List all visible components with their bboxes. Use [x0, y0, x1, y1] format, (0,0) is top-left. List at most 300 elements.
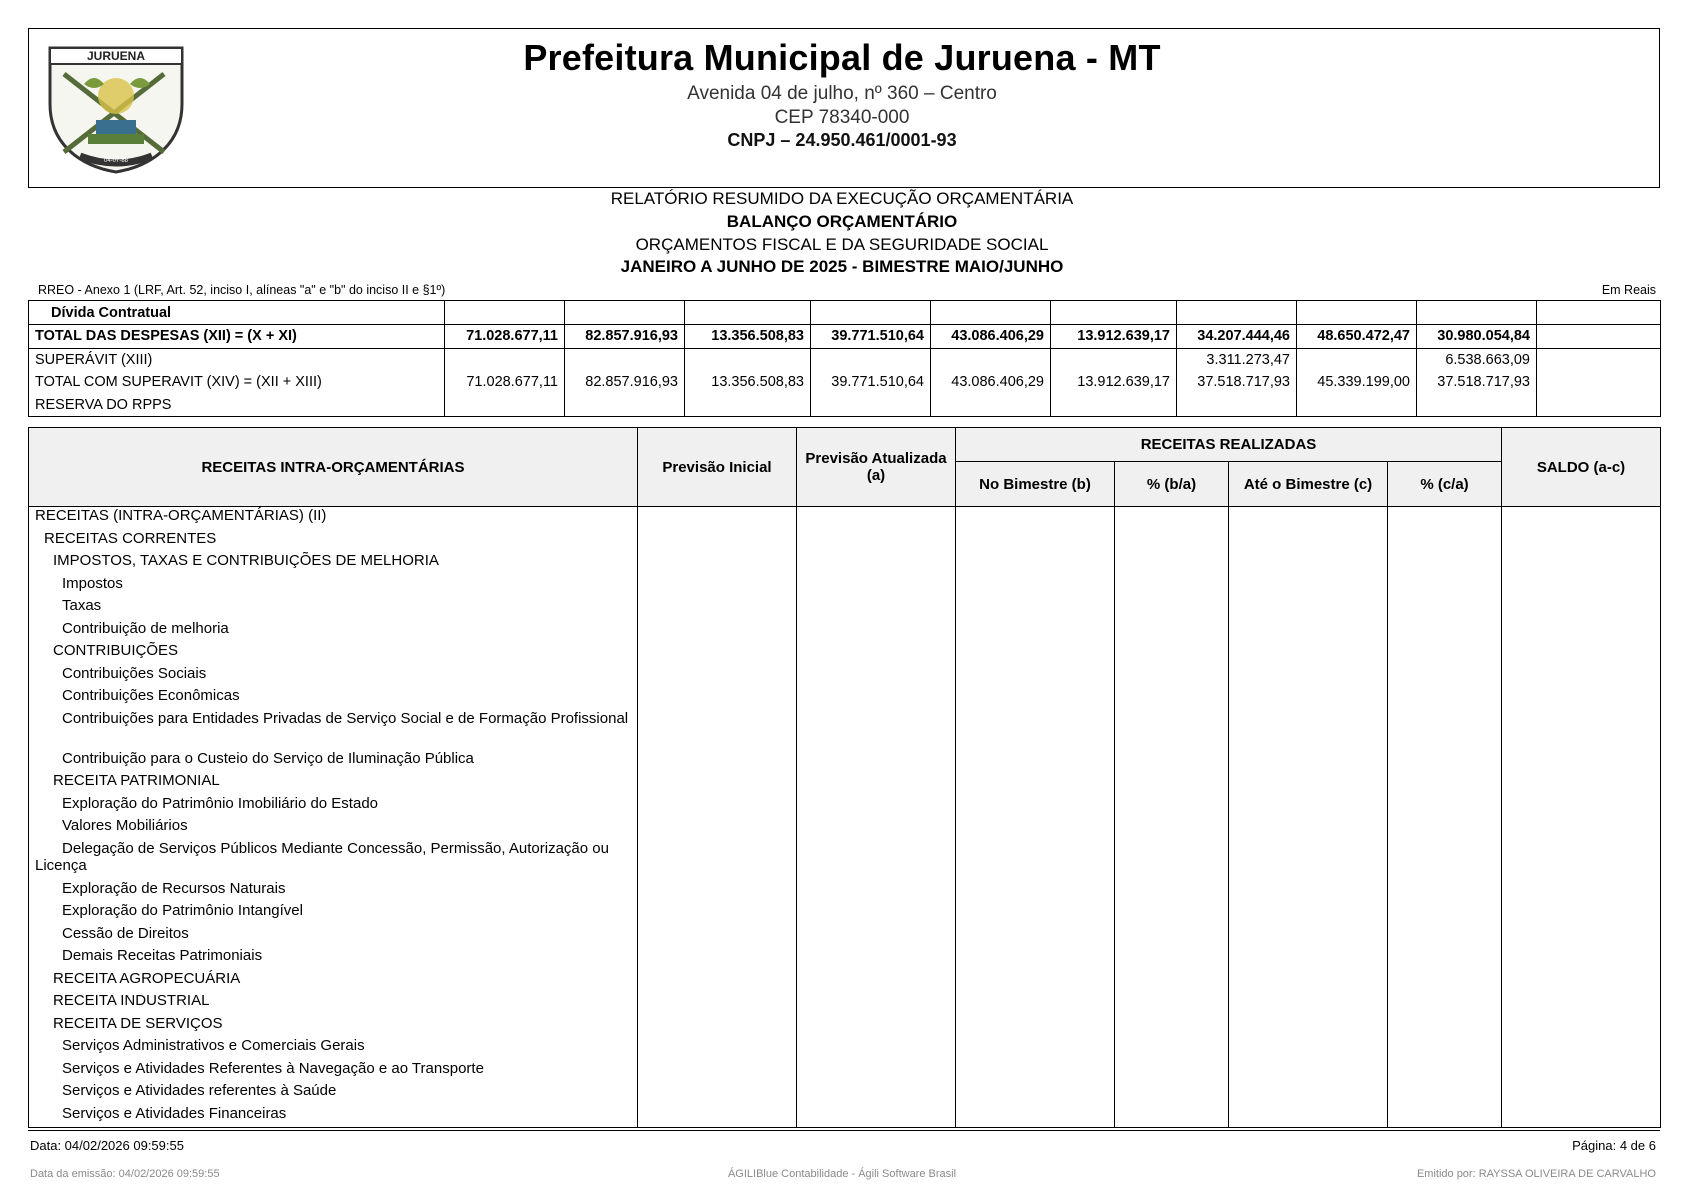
value-cell [1229, 687, 1388, 710]
table-cell [811, 301, 931, 325]
value-cell: 13.356.508,83 [685, 325, 811, 349]
value-cell [1229, 817, 1388, 840]
table-cell [685, 301, 811, 325]
revenue-label: Exploração do Patrimônio Intangível [29, 902, 638, 925]
table-cell [1537, 301, 1661, 325]
value-cell [1388, 1105, 1502, 1128]
value-cell [1388, 1037, 1502, 1060]
value-cell [797, 642, 956, 665]
revenue-label: Contribuição de melhoria [29, 620, 638, 643]
row-label: TOTAL DAS DESPESAS (XII) = (X + XI) [29, 325, 445, 349]
table-cell [565, 301, 685, 325]
value-cell [797, 575, 956, 598]
total-despesas-row [29, 325, 1661, 349]
value-cell [1115, 507, 1229, 530]
value-cell [1115, 795, 1229, 818]
value-cell [1115, 925, 1229, 948]
value-cell [1229, 750, 1388, 773]
value-cell [638, 902, 797, 925]
value-cell [1502, 970, 1661, 993]
value-cell [638, 795, 797, 818]
value-cell [797, 795, 956, 818]
row-label: RESERVA DO RPPS [29, 394, 445, 417]
value-cell [1115, 530, 1229, 553]
value-cell [1502, 1015, 1661, 1038]
value-cell [638, 710, 797, 750]
value-cell: 3.311.273,47 [1177, 348, 1297, 371]
value-cell [1502, 687, 1661, 710]
value-cell [1297, 348, 1417, 371]
value-cell [797, 947, 956, 970]
value-cell [1502, 1037, 1661, 1060]
value-cell [638, 530, 797, 553]
value-cell [1115, 597, 1229, 620]
value-cell [1388, 947, 1502, 970]
currency-unit: Em Reais [1601, 283, 1656, 297]
value-cell [638, 817, 797, 840]
value-cell [797, 687, 956, 710]
value-cell [638, 925, 797, 948]
value-cell [1502, 665, 1661, 688]
value-cell [445, 394, 565, 417]
col-header-pct-ca: % (c/a) [1388, 462, 1502, 507]
value-cell [797, 665, 956, 688]
value-cell [1537, 394, 1661, 417]
table-row [29, 597, 1661, 620]
value-cell [956, 575, 1115, 598]
revenue-label: Cessão de Direitos [29, 925, 638, 948]
value-cell [1502, 507, 1661, 530]
revenue-label: IMPOSTOS, TAXAS E CONTRIBUIÇÕES DE MELHORIA [29, 552, 638, 575]
value-cell [1229, 1015, 1388, 1038]
table-row [29, 970, 1661, 993]
value-cell [1537, 348, 1661, 371]
value-cell [797, 817, 956, 840]
value-cell [797, 1037, 956, 1060]
revenue-label: RECEITA AGROPECUÁRIA [29, 970, 638, 993]
value-cell [1229, 947, 1388, 970]
value-cell [956, 772, 1115, 795]
header-row-1 [29, 428, 1661, 462]
value-cell [1115, 552, 1229, 575]
revenue-label: CONTRIBUIÇÕES [29, 642, 638, 665]
value-cell [1388, 750, 1502, 773]
value-cell [1388, 552, 1502, 575]
col-header-ate-bimestre: Até o Bimestre (c) [1229, 462, 1388, 507]
value-cell [956, 750, 1115, 773]
value-cell [638, 1037, 797, 1060]
emitted-by: Emitido por: RAYSSA OLIVEIRA DE CARVALHO [1416, 1168, 1656, 1180]
value-cell [1229, 597, 1388, 620]
value-cell [797, 772, 956, 795]
value-cell [685, 394, 811, 417]
value-cell: 71.028.677,11 [445, 325, 565, 349]
revenue-label: Serviços e Atividades referentes à Saúde [29, 1082, 638, 1105]
value-cell [797, 880, 956, 903]
value-cell [797, 992, 956, 1015]
value-cell [445, 348, 565, 371]
municipality-cnpj: CNPJ – 24.950.461/0001-93 [727, 130, 957, 150]
table-cell [1051, 301, 1177, 325]
value-cell [1388, 530, 1502, 553]
value-cell [1115, 642, 1229, 665]
value-cell [956, 817, 1115, 840]
footer-divider [28, 1130, 1660, 1131]
table-cell [1297, 301, 1417, 325]
value-cell [1388, 575, 1502, 598]
value-cell: 30.980.054,84 [1417, 325, 1537, 349]
value-cell [1115, 1060, 1229, 1083]
value-cell [1388, 620, 1502, 643]
total-com-superavit-row [29, 371, 1661, 394]
value-cell [1502, 552, 1661, 575]
value-cell [956, 902, 1115, 925]
value-cell [1502, 902, 1661, 925]
value-cell [956, 1060, 1115, 1083]
value-cell [1388, 970, 1502, 993]
report-subtitle: BALANÇO ORÇAMENTÁRIO [726, 212, 958, 231]
value-cell [638, 1060, 797, 1083]
value-cell [1229, 507, 1388, 530]
table-row [29, 817, 1661, 840]
value-cell [1388, 992, 1502, 1015]
revenue-label: Contribuição para o Custeio do Serviço de Iluminação Pública [29, 750, 638, 773]
expenses-summary-table [28, 300, 1661, 417]
revenue-label: RECEITA PATRIMONIAL [29, 772, 638, 795]
value-cell [956, 1105, 1115, 1128]
value-cell [1388, 687, 1502, 710]
value-cell [797, 530, 956, 553]
value-cell [1115, 620, 1229, 643]
table-row [29, 642, 1661, 665]
revenue-label: RECEITAS (INTRA-ORÇAMENTÁRIAS) (II) [29, 507, 638, 530]
value-cell [811, 348, 931, 371]
value-cell [1502, 620, 1661, 643]
emission-date: Data da emissão: 04/02/2026 09:59:55 [30, 1168, 220, 1180]
value-cell [1229, 575, 1388, 598]
value-cell [956, 597, 1115, 620]
revenue-label: Serviços e Atividades Financeiras [29, 1105, 638, 1128]
table-row [29, 710, 1661, 750]
table-cell [445, 301, 565, 325]
table-row [29, 552, 1661, 575]
value-cell [1115, 970, 1229, 993]
col-header-previsao-inicial: Previsão Inicial [638, 428, 797, 507]
value-cell [797, 840, 956, 880]
value-cell [1537, 371, 1661, 394]
value-cell [1115, 1015, 1229, 1038]
value-cell [1388, 772, 1502, 795]
value-cell [1115, 710, 1229, 750]
value-cell [1115, 817, 1229, 840]
value-cell [797, 750, 956, 773]
value-cell [638, 665, 797, 688]
value-cell [956, 552, 1115, 575]
revenue-label: Taxas [29, 597, 638, 620]
value-cell [1115, 1105, 1229, 1128]
value-cell: 13.356.508,83 [685, 371, 811, 394]
value-cell [1388, 597, 1502, 620]
value-cell [1229, 710, 1388, 750]
value-cell [1502, 925, 1661, 948]
value-cell [1115, 575, 1229, 598]
value-cell [1115, 687, 1229, 710]
col-header-receitas: RECEITAS INTRA-ORÇAMENTÁRIAS [29, 428, 638, 507]
value-cell [1051, 348, 1177, 371]
value-cell: 13.912.639,17 [1051, 371, 1177, 394]
value-cell [638, 575, 797, 598]
value-cell [956, 1015, 1115, 1038]
value-cell [1229, 552, 1388, 575]
value-cell [1051, 394, 1177, 417]
value-cell [638, 687, 797, 710]
value-cell [638, 880, 797, 903]
intra-budget-revenues-table [28, 427, 1661, 1128]
value-cell [797, 597, 956, 620]
value-cell [1502, 1082, 1661, 1105]
value-cell [638, 1082, 797, 1105]
value-cell [1388, 1060, 1502, 1083]
revenue-label: Serviços e Atividades Referentes à Navegação e ao Transporte [29, 1060, 638, 1083]
row-label: TOTAL COM SUPERAVIT (XIV) = (XII + XIII) [29, 371, 445, 394]
table-row [29, 925, 1661, 948]
divida-contratual-row [29, 301, 1661, 325]
value-cell [1229, 1060, 1388, 1083]
value-cell [1229, 1105, 1388, 1128]
value-cell [1115, 750, 1229, 773]
value-cell [1229, 530, 1388, 553]
svg-text:04-07-88: 04-07-88 [103, 158, 129, 164]
value-cell: 82.857.916,93 [565, 325, 685, 349]
table-row [29, 902, 1661, 925]
value-cell [1229, 925, 1388, 948]
page-number: Página: 4 de 6 [1572, 1138, 1656, 1153]
revenue-label: Contribuições Sociais [29, 665, 638, 688]
value-cell [956, 665, 1115, 688]
value-cell: 43.086.406,29 [931, 371, 1051, 394]
report-title: RELATÓRIO RESUMIDO DA EXECUÇÃO ORÇAMENTÁRIA [610, 189, 1074, 208]
value-cell [1229, 970, 1388, 993]
value-cell [1115, 772, 1229, 795]
table-row [29, 1082, 1661, 1105]
col-header-previsao-atualizada: Previsão Atualizada (a) [797, 428, 956, 507]
revenue-label: Impostos [29, 575, 638, 598]
value-cell: 71.028.677,11 [445, 371, 565, 394]
value-cell [1229, 642, 1388, 665]
value-cell [1388, 665, 1502, 688]
table-row [29, 530, 1661, 553]
value-cell [1502, 947, 1661, 970]
value-cell [931, 394, 1051, 417]
value-cell [638, 992, 797, 1015]
value-cell: 34.207.444,46 [1177, 325, 1297, 349]
value-cell [638, 750, 797, 773]
table-row [29, 795, 1661, 818]
revenue-label: RECEITAS CORRENTES [29, 530, 638, 553]
municipality-cep: CEP 78340-000 [774, 107, 910, 128]
value-cell [1388, 795, 1502, 818]
table-row [29, 1037, 1661, 1060]
value-cell: 82.857.916,93 [565, 371, 685, 394]
value-cell [1388, 710, 1502, 750]
value-cell [1388, 1082, 1502, 1105]
value-cell [797, 552, 956, 575]
value-cell [956, 795, 1115, 818]
value-cell [956, 947, 1115, 970]
table-row [29, 665, 1661, 688]
software-name: ÁGILIBlue Contabilidade - Ágili Software Brasil [727, 1168, 957, 1180]
table-row [29, 947, 1661, 970]
revenue-label: RECEITA INDUSTRIAL [29, 992, 638, 1015]
value-cell [956, 880, 1115, 903]
value-cell [1388, 507, 1502, 530]
table-row [29, 992, 1661, 1015]
value-cell [797, 902, 956, 925]
table-row [29, 1060, 1661, 1083]
col-header-pct-ba: % (b/a) [1115, 462, 1229, 507]
revenue-label: Serviços Administrativos e Comerciais Gerais [29, 1037, 638, 1060]
value-cell [1115, 840, 1229, 880]
value-cell [1417, 394, 1537, 417]
value-cell: 13.912.639,17 [1051, 325, 1177, 349]
value-cell [1115, 1037, 1229, 1060]
value-cell [1177, 394, 1297, 417]
value-cell [797, 1060, 956, 1083]
value-cell [1502, 710, 1661, 750]
value-cell [1502, 992, 1661, 1015]
value-cell [797, 710, 956, 750]
value-cell [1502, 1060, 1661, 1083]
value-cell [956, 620, 1115, 643]
table-row [29, 750, 1661, 773]
revenue-label: Valores Mobiliários [29, 817, 638, 840]
value-cell [797, 1015, 956, 1038]
table-cell [1177, 301, 1297, 325]
value-cell [956, 840, 1115, 880]
value-cell [1388, 840, 1502, 880]
value-cell [956, 970, 1115, 993]
value-cell [1229, 665, 1388, 688]
col-header-receitas-realizadas: RECEITAS REALIZADAS [956, 428, 1502, 462]
value-cell [638, 970, 797, 993]
value-cell [1388, 902, 1502, 925]
table-row [29, 575, 1661, 598]
value-cell [1229, 795, 1388, 818]
value-cell [1115, 665, 1229, 688]
revenue-rows [29, 507, 1661, 1128]
value-cell [1502, 817, 1661, 840]
value-cell [638, 1105, 797, 1128]
value-cell [956, 642, 1115, 665]
value-cell [1502, 1105, 1661, 1128]
value-cell [956, 1037, 1115, 1060]
value-cell [1229, 880, 1388, 903]
value-cell [685, 348, 811, 371]
revenue-label: Contribuições Econômicas [29, 687, 638, 710]
value-cell [1229, 620, 1388, 643]
value-cell: 39.771.510,64 [811, 371, 931, 394]
value-cell [565, 394, 685, 417]
value-cell [1229, 902, 1388, 925]
table-cell [931, 301, 1051, 325]
col-header-no-bimestre: No Bimestre (b) [956, 462, 1115, 507]
value-cell [797, 970, 956, 993]
value-cell [956, 710, 1115, 750]
value-cell [1229, 992, 1388, 1015]
row-label: SUPERÁVIT (XIII) [29, 348, 445, 371]
value-cell [1229, 1037, 1388, 1060]
value-cell: 39.771.510,64 [811, 325, 931, 349]
report-period: JANEIRO A JUNHO DE 2025 - BIMESTRE MAIO/JUNHO [620, 257, 1064, 276]
superavit-row [29, 348, 1661, 371]
value-cell [1388, 817, 1502, 840]
value-cell [956, 992, 1115, 1015]
col-header-saldo: SALDO (a-c) [1502, 428, 1661, 507]
value-cell [797, 1082, 956, 1105]
value-cell [797, 507, 956, 530]
value-cell [1388, 880, 1502, 903]
value-cell [1229, 772, 1388, 795]
table-row [29, 840, 1661, 880]
value-cell [638, 947, 797, 970]
value-cell [565, 348, 685, 371]
value-cell [931, 348, 1051, 371]
revenue-label: Demais Receitas Patrimoniais [29, 947, 638, 970]
value-cell [1502, 880, 1661, 903]
value-cell [1502, 575, 1661, 598]
value-cell [638, 1015, 797, 1038]
value-cell [1502, 795, 1661, 818]
value-cell: 37.518.717,93 [1417, 371, 1537, 394]
value-cell [1229, 840, 1388, 880]
table-row [29, 880, 1661, 903]
value-cell: 48.650.472,47 [1297, 325, 1417, 349]
value-cell [638, 642, 797, 665]
municipality-title: Prefeitura Municipal de Juruena - MT [523, 37, 1161, 78]
value-cell: 43.086.406,29 [931, 325, 1051, 349]
value-cell [956, 530, 1115, 553]
value-cell: 6.538.663,09 [1417, 348, 1537, 371]
value-cell [1502, 597, 1661, 620]
table-row [29, 507, 1661, 530]
value-cell [956, 687, 1115, 710]
value-cell [1115, 947, 1229, 970]
municipality-address: Avenida 04 de julho, nº 360 – Centro [687, 83, 997, 104]
value-cell [1502, 530, 1661, 553]
table-row [29, 687, 1661, 710]
value-cell [797, 1105, 956, 1128]
value-cell [1115, 880, 1229, 903]
value-cell [638, 772, 797, 795]
value-cell [1115, 992, 1229, 1015]
divida-contratual-label: Dívida Contratual [29, 301, 445, 325]
value-cell [956, 1082, 1115, 1105]
value-cell [1388, 642, 1502, 665]
value-cell [1115, 902, 1229, 925]
revenue-label: Delegação de Serviços Públicos Mediante Concessão, Permissão, Autorização ou Licença [29, 840, 638, 880]
revenue-label: Exploração de Recursos Naturais [29, 880, 638, 903]
value-cell [638, 552, 797, 575]
revenue-label: Exploração do Patrimônio Imobiliário do Estado [29, 795, 638, 818]
revenue-label: RECEITA DE SERVIÇOS [29, 1015, 638, 1038]
value-cell [1502, 772, 1661, 795]
print-date: Data: 04/02/2026 09:59:55 [30, 1138, 184, 1153]
value-cell [956, 925, 1115, 948]
revenue-label: Contribuições para Entidades Privadas de Serviço Social e de Formação Profissional [29, 710, 638, 750]
value-cell [1502, 840, 1661, 880]
table-row [29, 1105, 1661, 1128]
value-cell [638, 840, 797, 880]
